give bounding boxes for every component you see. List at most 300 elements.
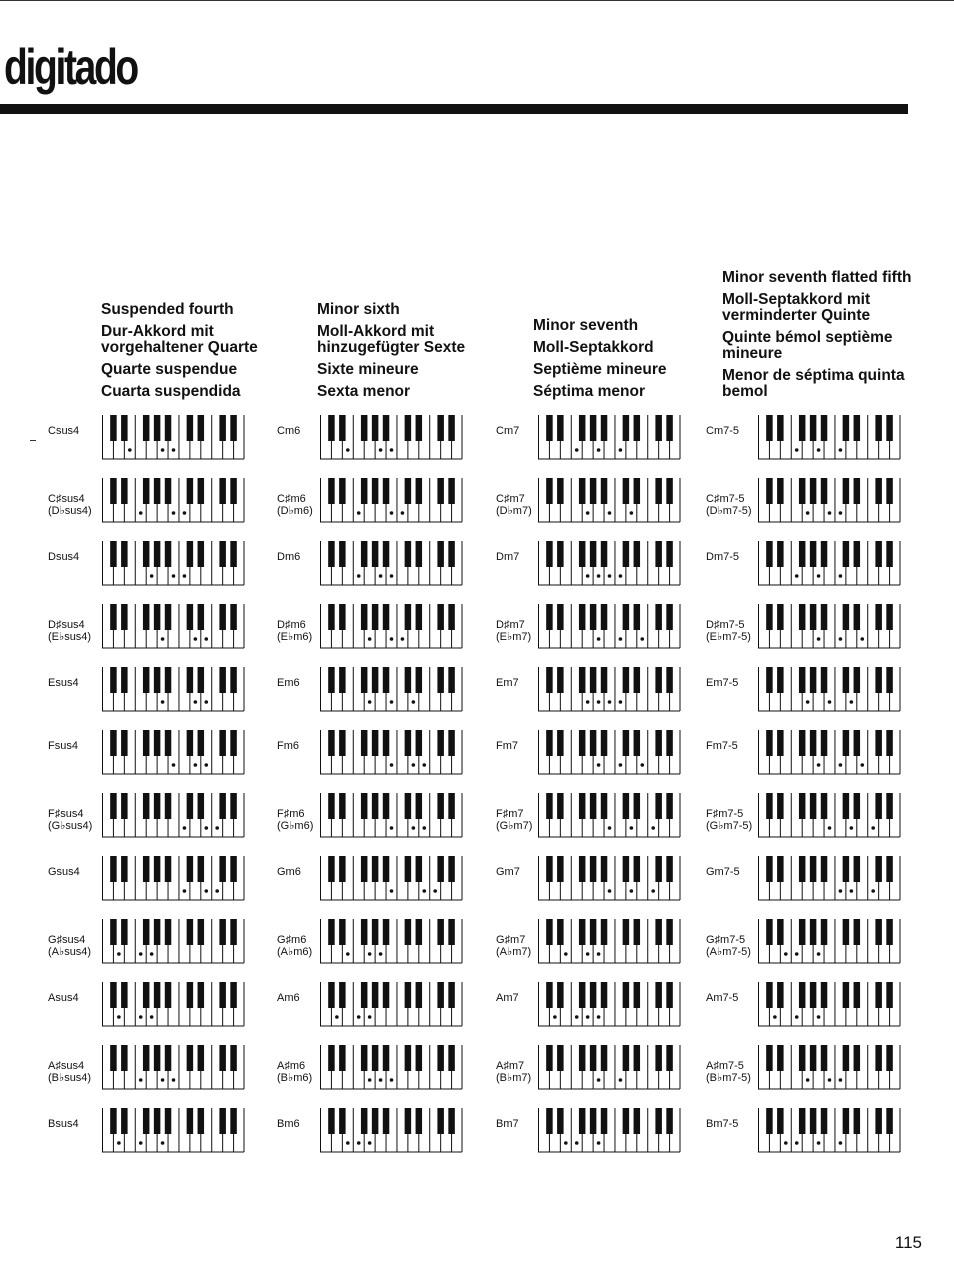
black-key [230,1045,237,1071]
black-key [634,478,641,504]
chord-label-line: A♯m7-5 [706,1060,744,1072]
black-key [821,478,828,504]
black-key [557,1108,564,1134]
black-key [187,604,194,630]
black-key [777,541,784,567]
black-key [143,919,150,945]
keyboard-diagram [320,415,464,461]
top-rule [0,0,954,1]
black-key [843,478,850,504]
finger-dot [139,1015,143,1019]
finger-dot [817,1015,821,1019]
finger-dot [597,637,601,641]
finger-dot [161,1141,165,1145]
finger-dot [139,1141,143,1145]
black-key [623,667,630,693]
finger-dot [117,1015,121,1019]
finger-dot [597,700,601,704]
finger-dot [860,763,864,767]
chord-label-line: D♯m6 [277,619,306,631]
keyboard-diagram [538,982,682,1028]
black-key [579,730,586,756]
chord-label-line: G♯m7 [496,934,526,946]
black-key [777,856,784,882]
black-key [121,1108,128,1134]
black-key [886,730,893,756]
black-key [187,1108,194,1134]
black-key [328,1108,335,1134]
black-key [416,1108,423,1134]
finger-dot [817,448,821,452]
finger-dot [357,1141,361,1145]
finger-dot [183,574,187,578]
black-key [655,1045,662,1071]
finger-dot [172,511,176,515]
chord-label-line: Dsus4 [48,551,80,563]
chord-label [277,551,300,563]
black-key [154,730,161,756]
finger-dot [640,763,644,767]
black-key [546,415,553,441]
finger-dot [597,952,601,956]
black-key [623,604,630,630]
chord-label-line: A♯sus4 [48,1060,85,1072]
black-key [219,730,226,756]
chord-label-line: C♯m7-5 [706,493,745,505]
black-key [601,541,608,567]
black-key [766,793,773,819]
black-key [821,604,828,630]
chord-label [277,934,312,958]
chord-label-line: Fm7-5 [706,740,738,752]
chord-label-line: (G♭sus4) [48,820,93,832]
chord-label-line: Bsus4 [48,1118,79,1130]
finger-dot [839,574,843,578]
black-key [154,1045,161,1071]
finger-dot [401,637,405,641]
black-key [198,541,205,567]
black-key [623,415,630,441]
black-key [361,982,368,1008]
keyboard-diagram [758,541,902,587]
black-key [448,478,455,504]
chord-label [706,740,738,752]
black-key [230,478,237,504]
black-key [810,793,817,819]
black-key [799,982,806,1008]
black-key [383,793,390,819]
finger-dot [346,448,350,452]
black-key [766,667,773,693]
keyboard-diagram [102,667,246,713]
finger-dot [204,889,208,893]
black-key [154,604,161,630]
keyboard-diagram [538,478,682,524]
finger-dot [586,1015,590,1019]
black-key [666,415,673,441]
black-key [634,415,641,441]
black-key [590,793,597,819]
black-key [437,415,444,441]
chord-label [706,677,738,689]
keyboard-diagram [320,604,464,650]
finger-dot [401,511,405,515]
margin-mark [30,440,36,441]
black-key [437,667,444,693]
black-key [198,1108,205,1134]
finger-dot [575,1015,579,1019]
chord-label-line: F♯m7-5 [706,808,744,820]
black-key [766,919,773,945]
chord-label-line: (A♭sus4) [48,946,92,958]
black-key [557,604,564,630]
black-key [557,1045,564,1071]
header-es: Sexta menor [317,383,411,400]
black-key [219,478,226,504]
chord-label [496,992,519,1004]
black-key [854,478,861,504]
chord-label-line: (G♭m7-5) [706,820,753,832]
black-key [328,1045,335,1071]
chord-label-line: (B♭m6) [277,1072,313,1084]
black-key [154,415,161,441]
black-key [854,415,861,441]
keyboard-diagram [758,982,902,1028]
keyboard-diagram [320,1108,464,1154]
black-key [579,667,586,693]
black-key [372,793,379,819]
finger-dot [172,763,176,767]
finger-dot [651,889,655,893]
black-key [361,415,368,441]
finger-dot [368,1015,372,1019]
black-key [339,667,346,693]
finger-dot [204,700,208,704]
black-key [437,541,444,567]
black-key [110,415,117,441]
finger-dot [553,1015,557,1019]
black-key [198,415,205,441]
black-key [623,793,630,819]
chord-label [277,1118,300,1130]
black-key [634,856,641,882]
finger-dot [795,1141,799,1145]
black-key [886,1108,893,1134]
chord-label [706,425,739,437]
black-key [601,415,608,441]
black-key [383,667,390,693]
black-key [886,478,893,504]
chord-label-line: Gm7-5 [706,866,740,878]
black-key [777,604,784,630]
black-key [405,982,412,1008]
black-key [799,667,806,693]
black-key [634,919,641,945]
black-key [219,856,226,882]
finger-dot [172,448,176,452]
finger-dot [608,511,612,515]
finger-dot [817,763,821,767]
black-key [339,856,346,882]
black-key [328,604,335,630]
column-header-m6 [317,302,527,406]
black-key [437,1108,444,1134]
black-key [590,667,597,693]
black-key [416,919,423,945]
black-key [187,856,194,882]
chord-label [496,1118,519,1130]
black-key [110,667,117,693]
black-key [187,478,194,504]
black-key [383,1108,390,1134]
chord-label-line: (G♭m7) [496,820,533,832]
black-key [372,541,379,567]
chord-label-line: D♯m7-5 [706,619,745,631]
page-number: 115 [894,1233,922,1252]
finger-dot [608,889,612,893]
black-key [154,1108,161,1134]
black-key [810,982,817,1008]
black-key [655,730,662,756]
finger-dot [194,700,198,704]
finger-dot [795,952,799,956]
keyboard-diagram [320,1045,464,1091]
black-key [601,793,608,819]
black-key [557,856,564,882]
finger-dot [379,1078,383,1082]
black-key [328,478,335,504]
black-key [187,667,194,693]
keyboard-diagram [758,1108,902,1154]
black-key [590,1045,597,1071]
black-key [875,793,882,819]
finger-dot [390,511,394,515]
black-key [230,541,237,567]
finger-dot [422,763,426,767]
black-key [634,541,641,567]
black-key [110,1045,117,1071]
black-key [799,541,806,567]
black-key [579,415,586,441]
keyboard-diagram [320,982,464,1028]
black-key [579,856,586,882]
column-header-m7b5 [722,270,922,406]
keyboard-diagram [538,856,682,902]
finger-dot [597,763,601,767]
black-key [437,604,444,630]
black-key [361,541,368,567]
black-key [154,793,161,819]
black-key [383,478,390,504]
black-key [777,793,784,819]
finger-dot [422,889,426,893]
chord-label [706,1060,751,1084]
black-key [666,604,673,630]
black-key [546,1108,553,1134]
black-key [623,1108,630,1134]
black-key [416,541,423,567]
black-key [666,1045,673,1071]
black-key [634,1108,641,1134]
chord-label [496,493,532,517]
black-key [361,856,368,882]
chord-label [277,425,300,437]
black-key [121,793,128,819]
chord-label [48,992,79,1004]
chord-label-line: Asus4 [48,992,79,1004]
black-key [557,667,564,693]
black-key [821,541,828,567]
black-key [361,667,368,693]
finger-dot [379,448,383,452]
finger-dot [630,889,634,893]
black-key [546,982,553,1008]
black-key [405,919,412,945]
black-key [854,667,861,693]
black-key [121,919,128,945]
black-key [372,730,379,756]
keyboard-diagram [320,919,464,965]
keyboard-diagram [320,730,464,776]
header-fr: Septième mineure [533,361,667,378]
black-key [557,730,564,756]
header-es: Menor de séptima quinta bemol [722,367,905,400]
black-key [886,541,893,567]
chord-label-line: (E♭sus4) [48,631,92,643]
black-key [339,604,346,630]
black-key [766,1045,773,1071]
black-key [437,478,444,504]
chord-label-line: C♯m7 [496,493,525,505]
finger-dot [871,889,875,893]
black-key [546,604,553,630]
finger-dot [204,763,208,767]
black-key [121,856,128,882]
black-key [165,667,172,693]
black-key [372,415,379,441]
black-key [766,604,773,630]
black-key [777,1108,784,1134]
black-key [557,982,564,1008]
black-key [655,1108,662,1134]
black-key [810,478,817,504]
keyboard-diagram [102,982,246,1028]
keyboard-diagram [758,856,902,902]
black-key [448,919,455,945]
black-key [416,730,423,756]
black-key [143,667,150,693]
black-key [590,415,597,441]
black-key [219,541,226,567]
black-key [821,1045,828,1071]
black-key [187,730,194,756]
chord-label-line: (G♭m6) [277,820,314,832]
black-key [601,919,608,945]
keyboard-diagram [538,667,682,713]
black-key [655,604,662,630]
black-key [546,793,553,819]
finger-dot [194,637,198,641]
chord-label [706,619,751,643]
black-key [383,541,390,567]
chord-label [496,619,531,643]
finger-dot [597,448,601,452]
finger-dot [839,637,843,641]
chord-label [48,740,78,752]
keyboard-diagram [758,730,902,776]
black-key [579,1108,586,1134]
black-key [154,982,161,1008]
finger-dot [850,826,854,830]
black-key [143,1045,150,1071]
finger-dot [368,1141,372,1145]
black-key [361,478,368,504]
black-key [372,856,379,882]
header-fr: Sixte mineure [317,361,419,378]
keyboard-diagram [538,919,682,965]
black-key [121,1045,128,1071]
chord-label-line: (E♭m7) [496,631,532,643]
black-key [875,604,882,630]
keyboard-diagram [538,604,682,650]
finger-dot [784,952,788,956]
chord-label-line: (E♭m6) [277,631,313,643]
black-key [416,1045,423,1071]
black-key [886,982,893,1008]
black-key [843,541,850,567]
black-key [634,667,641,693]
black-key [187,415,194,441]
black-key [372,1108,379,1134]
black-key [821,856,828,882]
black-key [121,667,128,693]
black-key [623,856,630,882]
finger-dot [828,1078,832,1082]
black-key [405,478,412,504]
black-key [110,541,117,567]
finger-dot [346,952,350,956]
black-key [372,1045,379,1071]
chord-label [48,1060,91,1084]
chord-label [48,425,79,437]
chord-label-line: Cm7 [496,425,520,437]
black-key [339,919,346,945]
keyboard-diagram [102,478,246,524]
black-key [655,478,662,504]
black-key [557,919,564,945]
black-key [623,982,630,1008]
black-key [198,604,205,630]
black-key [187,919,194,945]
finger-dot [608,574,612,578]
black-key [590,541,597,567]
finger-dot [773,1015,777,1019]
black-key [110,730,117,756]
black-key [110,793,117,819]
finger-dot [640,637,644,641]
black-key [875,541,882,567]
chord-label-line: (A♭m6) [277,946,313,958]
black-key [601,478,608,504]
black-key [230,919,237,945]
black-key [143,604,150,630]
black-key [219,604,226,630]
black-key [154,541,161,567]
black-key [854,919,861,945]
chord-label-line: Fm6 [277,740,299,752]
black-key [666,793,673,819]
black-key [328,856,335,882]
